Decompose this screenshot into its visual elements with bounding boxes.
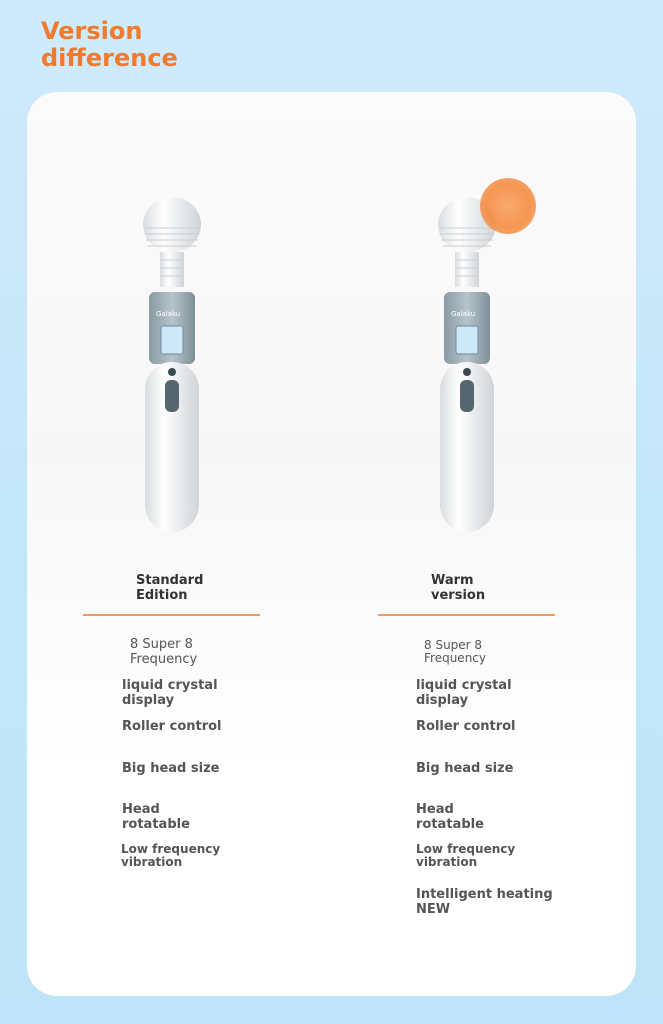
title-line-2: difference <box>41 44 178 72</box>
warm-feature-roller: Roller control <box>416 719 516 734</box>
brand-label: Galaku <box>451 310 476 318</box>
power-button <box>463 368 471 376</box>
roller-control <box>460 380 474 412</box>
warm-feature-lcd: liquid crystal display <box>416 678 512 708</box>
warm-wand-image <box>430 192 510 537</box>
warm-feature-head-size: Big head size <box>416 761 514 776</box>
wand-head <box>143 197 201 252</box>
standard-feature-rotatable: Head rotatable <box>122 802 190 832</box>
standard-feature-frequency: 8 Super 8 Frequency <box>130 637 198 667</box>
lcd-screen <box>161 326 183 354</box>
roller-control <box>165 380 179 412</box>
standard-divider <box>83 614 260 616</box>
warm-feature-vibration: Low frequency vibration <box>416 842 516 869</box>
warm-feature-rotatable: Head rotatable <box>416 802 484 832</box>
page-title <box>41 18 241 72</box>
warm-edition-title: Warm version <box>431 573 486 603</box>
standard-feature-lcd: liquid crystal display <box>122 678 218 708</box>
wand-neck <box>160 252 184 287</box>
standard-feature-head-size: Big head size <box>122 761 220 776</box>
warm-divider <box>378 614 555 616</box>
standard-feature-vibration: Low frequency vibration <box>121 842 221 869</box>
brand-label: Galaku <box>156 310 181 318</box>
standard-wand-image <box>135 192 215 537</box>
heating-glow-icon <box>480 178 536 234</box>
standard-feature-roller: Roller control <box>122 719 222 734</box>
title-line-1: Version <box>41 17 143 45</box>
warm-feature-frequency: 8 Super 8 Frequency <box>424 638 486 665</box>
power-button <box>168 368 176 376</box>
standard-edition-title: Standard Edition <box>136 573 204 603</box>
wand-neck <box>455 252 479 287</box>
warm-feature-heating: Intelligent heating NEW <box>416 887 553 917</box>
lcd-screen <box>456 326 478 354</box>
